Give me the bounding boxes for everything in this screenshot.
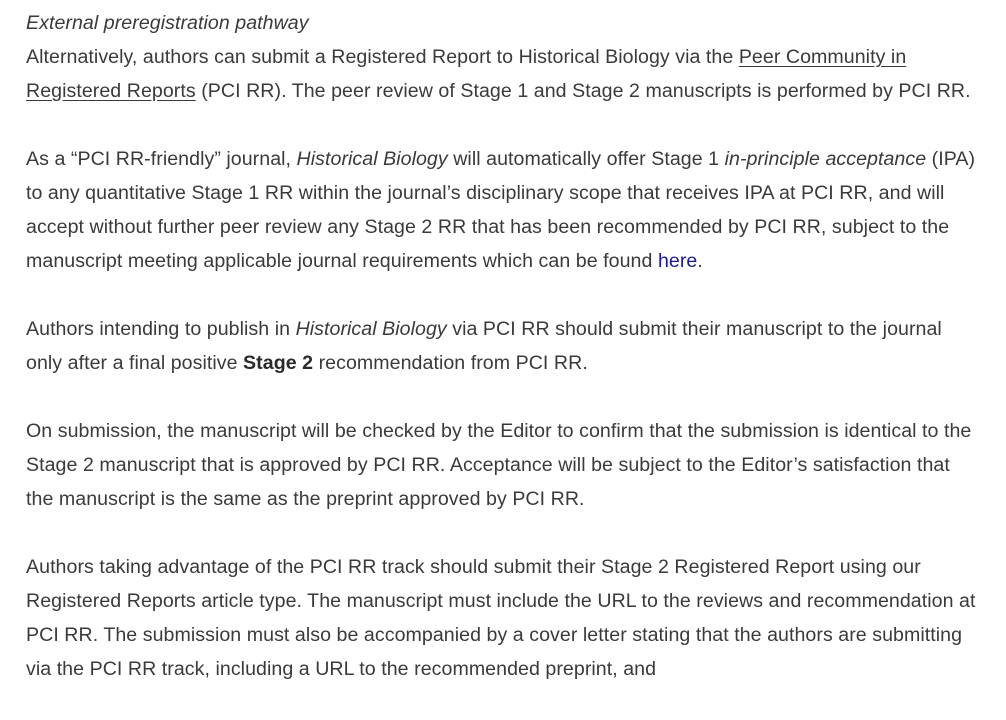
paragraph-text: will automatically offer Stage 1 [447, 148, 725, 170]
article-body [26, 6, 976, 720]
paragraph-text: recommendation from PCI RR. [313, 352, 588, 374]
paragraph-intro [26, 40, 976, 108]
journal-requirements-link[interactable]: here [657, 250, 698, 272]
paragraph-text: via PCI RR should submit their manuscript to the journal only after a final positive [26, 318, 942, 374]
paragraph-text: . [697, 250, 703, 272]
paragraph-text: Authors intending to publish in [26, 318, 296, 340]
paragraph-text: (IPA) to any quantitative Stage 1 RR within the journal’s disciplinary scope that receives IPA at PCI RR, and will accept without further peer review any Stage 2 RR that has been recommended by PCI RR, subject to the manuscript meeting applicable journal requirements which can be found [26, 148, 976, 272]
pci-rr-link[interactable]: Peer Community in Registered Reports [26, 46, 907, 102]
paragraph-text: (PCI RR). The peer review of Stage 1 and Stage 2 manuscripts is performed by PCI RR. [195, 80, 971, 102]
journal-name: Historical Biology [295, 318, 447, 340]
paragraph-pci-track: Authors taking advantage of the PCI RR track should submit their Stage 2 Registered Report using our Registered Reports article type. The manuscript must include the URL to the reviews and recommendation at PCI RR. The submission must also be accompanied by a cover letter stating that the authors are submitting via the PCI RR track, including a URL to the recommended preprint, and [26, 556, 976, 680]
paragraph-submission-check: On submission, the manuscript will be checked by the Editor to confirm that the submission is identical to the Stage 2 manuscript that is approved by PCI RR. Acceptance will be subject to the Editor’s satisfaction that the manuscript is the same as the preprint approved by PCI RR. [26, 420, 972, 510]
journal-name: Historical Biology [296, 148, 448, 170]
paragraph-text: As a “PCI RR-friendly” journal, [26, 148, 297, 170]
section-heading: External preregistration pathway [26, 12, 309, 34]
ipa-term: in-principle acceptance [724, 148, 927, 170]
paragraph-text: Alternatively, authors can submit a Registered Report to Historical Biology via the [26, 46, 739, 68]
paragraph-intending [26, 312, 976, 380]
stage-2-emphasis: Stage 2 [243, 352, 314, 374]
paragraph-pci-friendly [26, 142, 976, 278]
